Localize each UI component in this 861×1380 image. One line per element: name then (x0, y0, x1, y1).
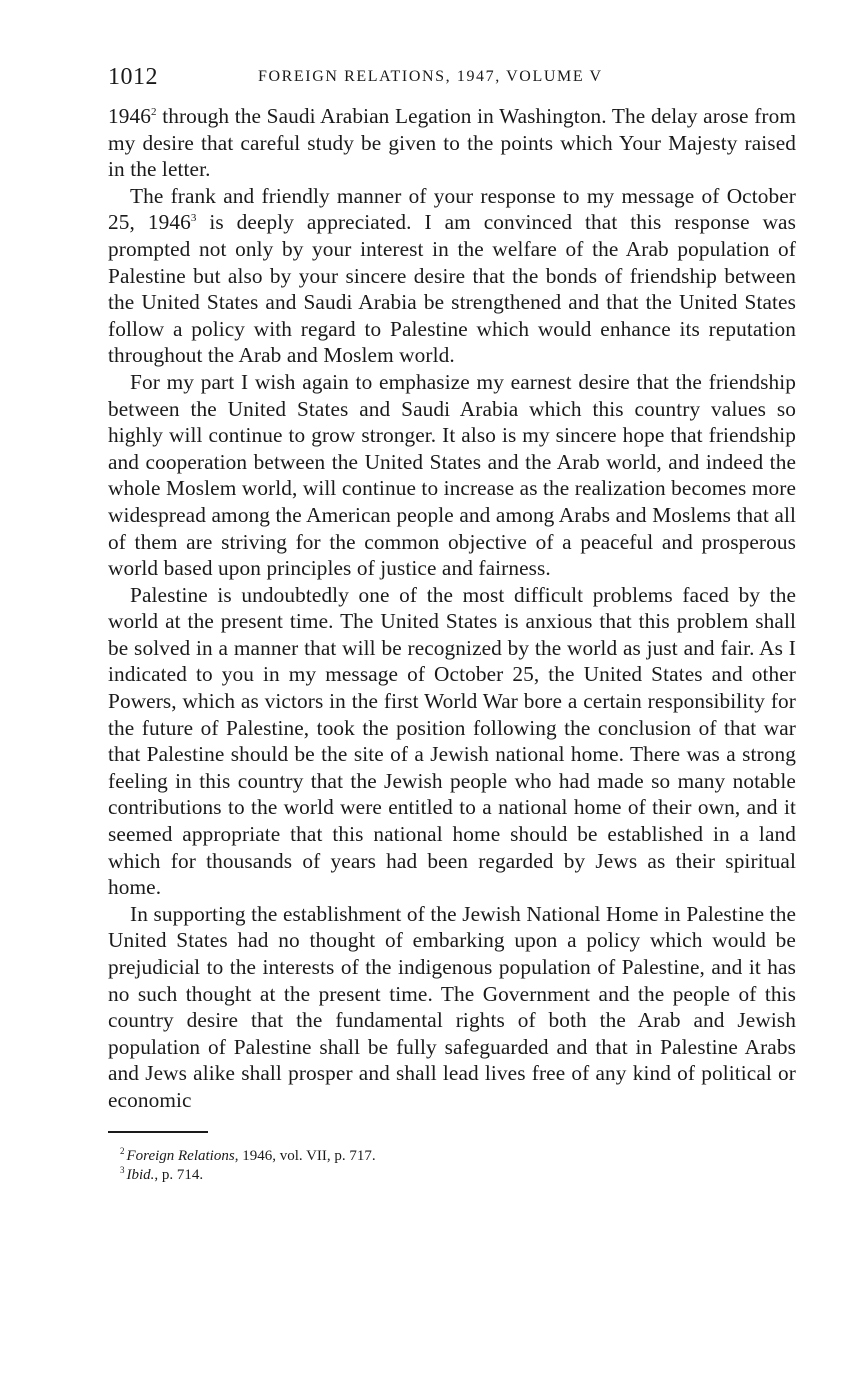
paragraph-text: 1946 (108, 104, 151, 128)
page-number: 1012 (108, 64, 158, 90)
paragraph-text: is deeply appreciated. I am convinced that this response was prompted not only by your interest in the welfare of the Arab population of Palestine but also by your sincere desire that the bonds of friendship between the United States and Saudi Arabia be strengthened and that the United States follow a policy with regard to Palestine which would enhance its reputation throughout the Arab and Moslem world. (108, 210, 796, 368)
footnote-reference: 3 (190, 212, 197, 225)
paragraph-text: The frank and friendly manner of your response to my message of October 25, 1946 (108, 183, 796, 235)
paragraph-2 (108, 183, 796, 369)
footnote-mark: 3 (120, 1164, 125, 1175)
paragraph-5: In supporting the establishment of the Jewish National Home in Palestine the United States had no thought of embarking upon a policy which would be prejudicial to the interests of the indigenous population of Palestine, and it has no such thought at the present time. The Government and the people of this country desire that the fundamental rights of both the Arab and Jewish population of Palestine shall be fully safeguarded and that in Palestine Arabs and Jews alike shall prosper and shall lead lives free of any kind of political or economic (108, 901, 796, 1112)
page-header (108, 60, 796, 94)
footnotes (120, 1147, 796, 1185)
footnote-3 (120, 1166, 796, 1185)
paragraph-1 (108, 103, 796, 183)
footnote-reference: 2 (151, 106, 157, 118)
footnote-divider (108, 1131, 208, 1133)
footnote-text: , p. 714. (154, 1166, 204, 1183)
footnote-title: Ibid. (126, 1166, 155, 1183)
footnote-text: , 1946, vol. VII, p. 717. (234, 1147, 376, 1164)
body-text (108, 103, 796, 1114)
footnote-title: Foreign Relations (126, 1147, 235, 1164)
paragraph-3: For my part I wish again to emphasize my earnest desire that the friendship between the United States and Saudi Arabia which this country values so highly will continue to grow stronger. It also is my sincere hope that friendship and cooperation between the United States and the Arab world, and indeed the whole Moslem world, will continue to increase as the realization becomes more widespread among the American people and among Arabs and Moslems that all of them are striving for the common objective of a peaceful and prosperous world based upon principles of justice and fairness. (108, 369, 796, 581)
footnote-mark: 2 (120, 1145, 125, 1156)
document-page (108, 60, 796, 1185)
footnote-2 (120, 1147, 796, 1166)
paragraph-4: Palestine is undoubtedly one of the most difficult problems faced by the world at the present time. The United States is anxious that this problem shall be solved in a manner that will be recognized by the world as just and fair. As I indicated to you in my message of October 25, the United States and other Powers, which as victors in the first World War bore a certain responsibility for the future of Palestine, took the position following the conclusion of that war that Palestine should be the site of a Jewish national home. There was a strong feeling in this country that the Jewish people who had made so many notable contributions to the world were entitled to a national home of their own, and it seemed appropriate that this national home should be established in a land which for thousands of years had been regarded by Jews as their spiritual home. (108, 582, 796, 900)
paragraph-text: through the Saudi Arabian Legation in Washington. The delay arose from my desire that careful study be given to the points which Your Majesty raised in the letter. (108, 104, 796, 182)
running-head: FOREIGN RELATIONS, 1947, VOLUME V (258, 68, 603, 85)
